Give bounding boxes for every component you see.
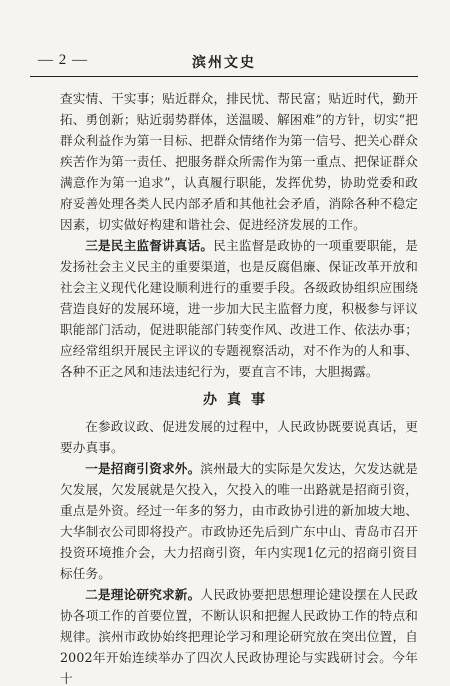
paragraph-lead: 一是招商引资求外。	[85, 461, 201, 476]
paragraph-theory-research	[60, 584, 418, 686]
page-header	[30, 52, 418, 74]
header-rule	[30, 76, 418, 77]
page-number: — 2 —	[38, 52, 88, 68]
paragraph-text: 人民政协要把思想理论建设摆在人民政协各项工作的首要位置，不断认识和把握人民政协工作的特点和规律。滨州市政协始终把理论学习和理论研究放在突出位置，自2002年开始连续举办了四次人民政协理论与实践研讨会。今年十	[60, 587, 418, 686]
paragraph-investment	[60, 458, 418, 584]
body-text	[60, 88, 418, 686]
paragraph-democratic-supervision	[60, 235, 418, 382]
paragraph-text: 在参政议政、促进发展的过程中，人民政协既要说真话，更要办真事。	[60, 419, 418, 455]
section-heading: 办真事	[203, 392, 275, 408]
paragraph-continuation	[60, 88, 418, 235]
paragraph-lead: 二是理论研究求新。	[85, 587, 201, 602]
paragraph-text: 民主监督是政协的一项重要职能，是发扬社会主义民主的重要渠道，也是反腐倡廉、保证改革开放和社会主义现代化建设顺利进行的重要手段。各级政协组织应围绕营造良好的发展环境，进一步加大民主监督力度，积极参与评议职能部门活动，促进职能部门转变作风、改进工作、依法办事；应经常组织开展民主评议的专题视察活动，对不作为的人和事、各种不正之风和违法违纪行为，要直言不讳，大胆揭露。	[60, 238, 418, 379]
paragraph-lead: 三是民主监督讲真话。	[85, 238, 214, 253]
paragraph-intro	[60, 416, 418, 458]
paragraph-text: 查实情、干实事；贴近群众，排民忧、帮民富；贴近时代，勤开拓、勇创新；贴近弱势群体，送温暖、解困难”的方针，切实“把群众利益作为第一目标、把群众情绪作为第一信号、把关心群众疾苦作为第一责任、把服务群众所需作为第一重点、把保证群众满意作为第一追求”，认真履行职能，发挥优势，协助党委和政府妥善处理各类人民内部矛盾和其他社会矛盾，消除各种不稳定因素，切实做好构建和谐社会、促进经济发展的工作。	[60, 91, 418, 232]
paragraph-text: 滨州最大的实际是欠发达，欠发达就是欠发展，欠发展就是欠投入，欠投入的唯一出路就是招商引资，重点是外资。经过一年多的努力，由市政协引进的新加坡大地、大华制衣公司即将投产。市政协还先后到广东中山、青岛市召开投资环境推介会，大力招商引资，年内实现1亿元的招商引资目标任务。	[60, 461, 418, 581]
running-title: 滨州文史	[192, 55, 256, 71]
